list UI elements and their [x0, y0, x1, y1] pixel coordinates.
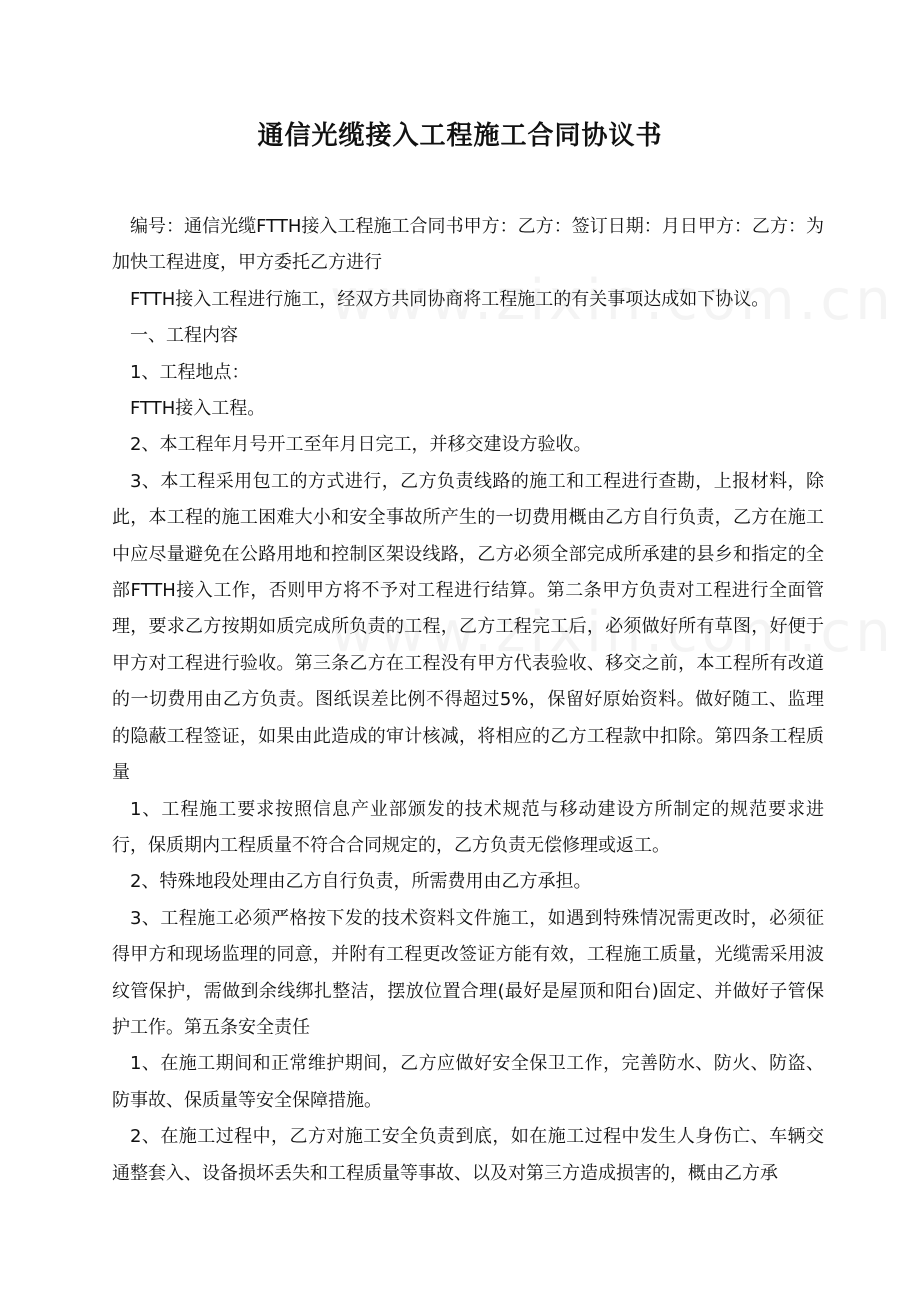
paragraph: 2、在施工过程中，乙方对施工安全负责到底，如在施工过程中发生人身伤亡、车辆交通整套入、设备损坏丢失和工程质量等事故、以及对第三方造成损害的，概由乙方承	[112, 1126, 824, 1184]
paragraph: 1、在施工期间和正常维护期间，乙方应做好安全保卫工作，完善防水、防火、防盗、防事故、保质量等安全保障措施。	[112, 1053, 824, 1111]
section-heading: 一、工程内容	[130, 325, 238, 347]
paragraph: 1、工程施工要求按照信息产业部颁发的技术规范与移动建设方所制定的规范要求进行，保质期内工程质量不符合合同规定的，乙方负责无偿修理或返工。	[112, 798, 824, 856]
paragraph: FTTH接入工程。	[130, 398, 266, 420]
document-title: 通信光缆接入工程施工合同协议书	[257, 121, 663, 151]
paragraph: FTTH接入工程进行施工，经双方共同协商将工程施工的有关事项达成如下协议。	[130, 288, 770, 310]
paragraph: 2、特殊地段处理由乙方自行负责，所需费用由乙方承担。	[130, 871, 592, 893]
document-body	[112, 209, 824, 1192]
paragraph: 编号：通信光缆FTTH接入工程施工合同书甲方：乙方：签订日期：月日甲方：乙方：为加快工程进度，甲方委托乙方进行	[112, 216, 824, 274]
paragraph: 2、本工程年月号开工至年月日完工，并移交建设方验收。	[130, 434, 592, 456]
paragraph: 1、工程地点：	[130, 361, 250, 383]
paragraph: 3、本工程采用包工的方式进行，乙方负责线路的施工和工程进行查勘，上报材料，除此，本工程的施工困难大小和安全事故所产生的一切费用概由乙方自行负责，乙方在施工中应尽量避免在公路用地和控制区架设线路，乙方必须全部完成所承建的县乡和指定的全部FTTH接入工作，否则甲方将不予对工程进行结算。第二条甲方负责对工程进行全面管理，要求乙方按期如质完成所负责的工程，乙方工程完工后，必须做好所有草图，好便于甲方对工程进行验收。第三条乙方在工程没有甲方代表验收、移交之前，本工程所有改道的一切费用由乙方负责。图纸误差比例不得超过5%，保留好原始资料。做好随工、监理的隐蔽工程签证，如果由此造成的审计核减，将相应的乙方工程款中扣除。第四条工程质量	[112, 470, 824, 784]
paragraph: 3、工程施工必须严格按下发的技术资料文件施工，如遇到特殊情况需更改时，必须征得甲方和现场监理的同意，并附有工程更改签证方能有效，工程施工质量，光缆需采用波纹管保护，需做到余线绑扎整洁，摆放位置合理(最好是屋顶和阳台)固定、并做好子管保护工作。第五条安全责任	[112, 907, 824, 1038]
